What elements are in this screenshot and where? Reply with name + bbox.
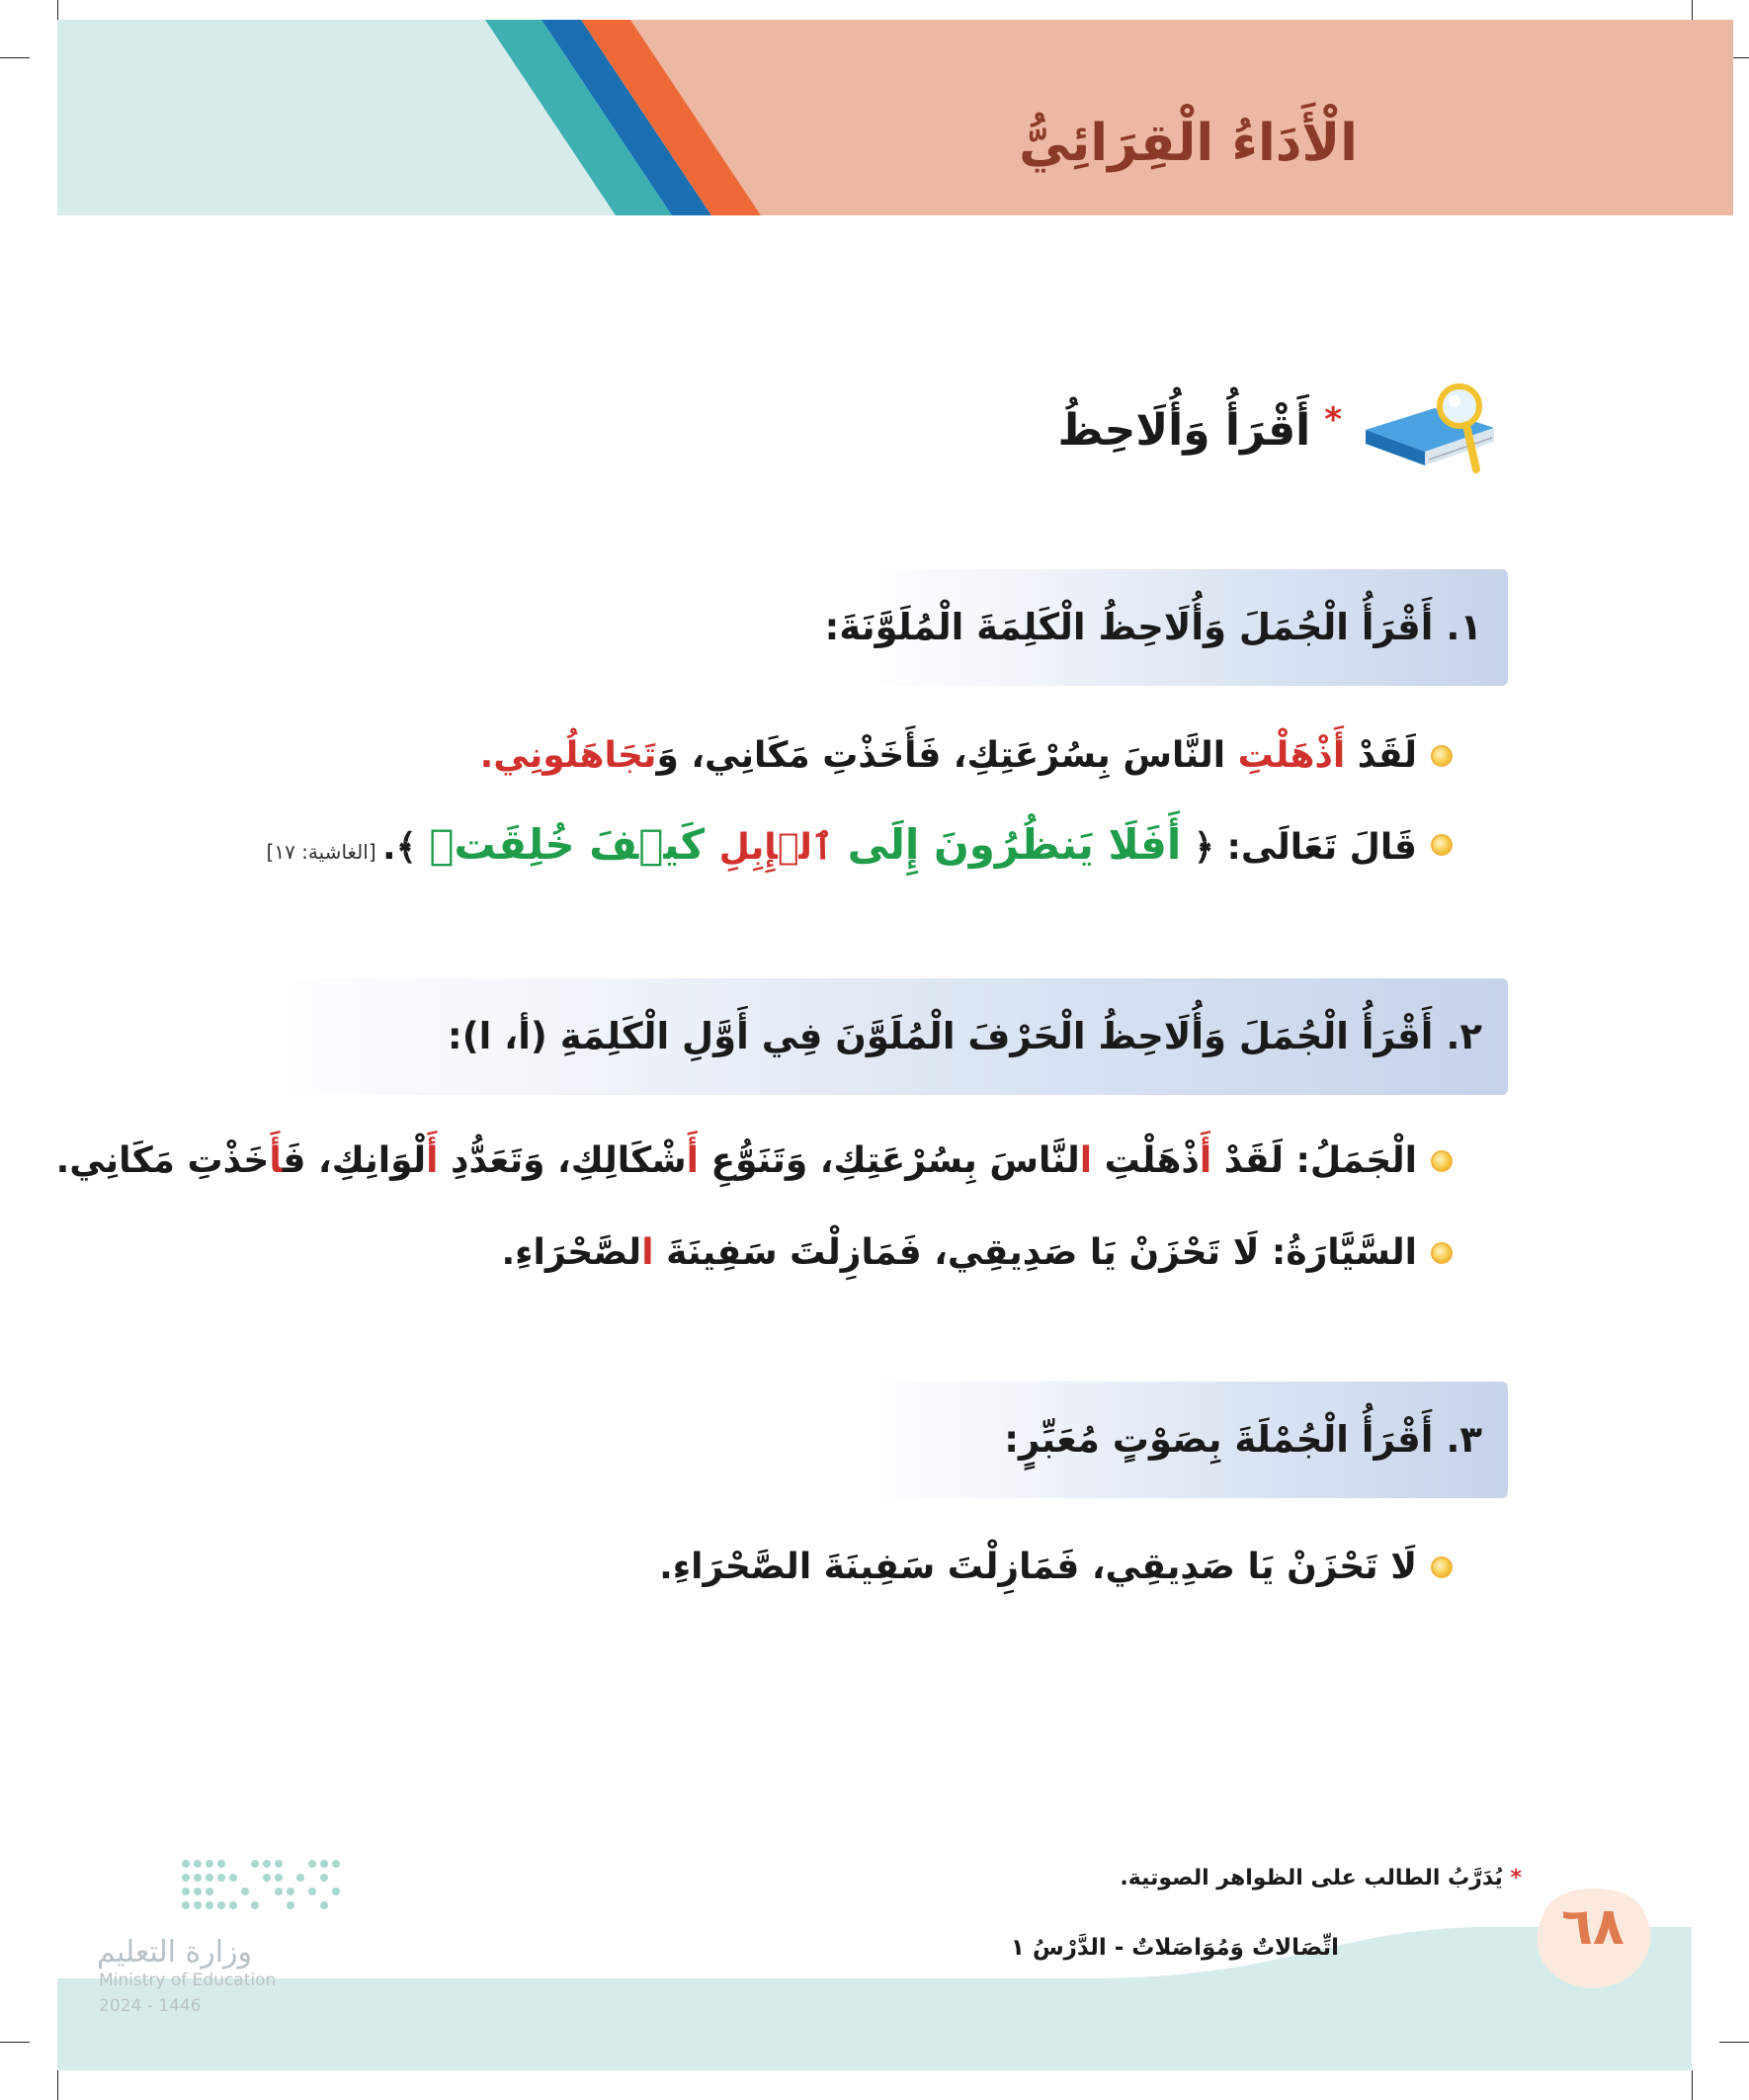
text-red: ٱلۡإِبِلِ xyxy=(718,827,834,868)
question-label-2: ٢. أَقْرَأُ الْجُمَلَ وَأُلَاحِظُ الْحَرْفَ الْمُلَوَّنَ فِي أَوَّلِ الْكَلِمَةِ (أ، ا): xyxy=(447,1015,1482,1057)
ministry-name-arabic: وزارة التعليم xyxy=(97,1935,253,1970)
text-segment: لَقَدْ xyxy=(1345,735,1417,776)
ministry-logo xyxy=(97,1856,364,2016)
bullet-icon xyxy=(1431,745,1453,767)
bullet-icon xyxy=(1431,1150,1453,1172)
text-red: أَذْهَلْتِ xyxy=(1237,735,1346,776)
text-segment: َخَذْتِ مَكَانِي. xyxy=(55,1140,270,1181)
list-item xyxy=(501,1232,1453,1273)
question-label-1: ١. أَقْرَأُ الْجُمَلَ وَأُلَاحِظُ الْكَلِمَةَ الْمُلَوَّنَةَ: xyxy=(824,606,1482,648)
list-item xyxy=(480,735,1453,776)
question-bar-2 xyxy=(243,978,1508,1095)
ministry-year: 2024 - 1446 xyxy=(99,1996,202,2016)
page-title: الْأَدَاءُ الْقِرَائِيُّ xyxy=(1019,114,1358,173)
footnote xyxy=(1120,1866,1522,1890)
text-ref: [الغاشية: ١٧] xyxy=(266,840,382,864)
bullet-icon xyxy=(1431,834,1453,856)
crop-mark xyxy=(0,57,30,58)
book-magnifier-icon xyxy=(1356,380,1504,479)
quran-verse xyxy=(267,820,1417,869)
text-red: أ xyxy=(269,1140,283,1181)
text-segment: لَا تَحْزَنْ يَا صَدِيقِي، فَمَازِلْتَ سَفِينَةَ الصَّحْرَاءِ. xyxy=(659,1547,1417,1587)
text-segment: َذْهَلْتِ xyxy=(1092,1140,1200,1181)
ministry-name-english: Ministry of Education xyxy=(99,1971,277,1990)
list-item xyxy=(659,1547,1453,1587)
text-segment: لنَّاسَ بِسُرْعَتِكِ، وَتَنَوُّعِ xyxy=(698,1140,1080,1181)
sentence xyxy=(480,735,1417,776)
question-label-3: ٣. أَقْرَأُ الْجُمْلَةَ بِصَوْتٍ مُعَبِّرٍ: xyxy=(1004,1418,1482,1461)
text-segment: النَّاسَ بِسُرْعَتِكِ، فَأَخَذْتِ مَكَانِي، وَ xyxy=(656,735,1238,776)
header-banner-graphic xyxy=(57,20,1733,215)
section-title: أَقْرَأُ وَأُلَاحِظُ xyxy=(1057,404,1311,456)
footnote-marker: * xyxy=(1324,400,1342,440)
text-red: ا xyxy=(641,1232,654,1273)
bullet-icon xyxy=(1431,1556,1453,1578)
text-segment: َشْكَالِكِ، وَتَعَدُّدِ xyxy=(438,1140,687,1181)
footnote-marker: * xyxy=(1510,1866,1522,1890)
page-number: ٦٨ xyxy=(1561,1897,1624,1957)
question-bar-1 xyxy=(824,569,1508,686)
text-red: تَجَاهَلُونِي. xyxy=(479,735,657,776)
sentence xyxy=(501,1232,1417,1273)
section-heading xyxy=(1058,380,1534,479)
text-segment: ﴾. xyxy=(382,827,430,868)
text-segment: قَالَ تَعَالَى: ﴿ xyxy=(1181,827,1417,868)
bullet-icon xyxy=(1431,1242,1453,1264)
text-red: أ xyxy=(686,1140,699,1181)
page-header xyxy=(57,20,1733,215)
text-segment: الْجَمَلُ: لَقَدْ xyxy=(1211,1140,1417,1181)
lesson-label: اتِّصَالاتٌ وَمُوَاصَلاتٌ - الدَّرْسُ ١ xyxy=(1010,1935,1339,1961)
text-red: ا xyxy=(1079,1140,1093,1181)
text-green: كَيۡفَ خُلِقَتۡ xyxy=(429,820,719,869)
sentence xyxy=(56,1140,1417,1181)
text-green: أَفَلَا يَنظُرُونَ إِلَى xyxy=(833,820,1182,869)
text-red: أ xyxy=(1199,1140,1212,1181)
list-item xyxy=(267,820,1453,869)
ministry-logo-icon xyxy=(97,1856,354,1925)
footnote-text: يُدَرَّبُ الطالب على الظواهر الصوتية. xyxy=(1120,1866,1503,1890)
text-red: أ xyxy=(426,1140,439,1181)
text-segment: َلْوَانِكِ، فَ xyxy=(282,1140,427,1181)
list-item xyxy=(56,1140,1453,1181)
question-bar-3 xyxy=(856,1382,1508,1498)
text-segment: السَّيَّارَةُ: لَا تَحْزَنْ يَا صَدِيقِي، فَمَازِلْتَ سَفِينَةَ xyxy=(653,1232,1417,1273)
sentence xyxy=(659,1547,1417,1587)
text-segment: لصَّحْرَاءِ. xyxy=(501,1232,642,1273)
footer-wave-graphic xyxy=(0,1907,1749,2100)
